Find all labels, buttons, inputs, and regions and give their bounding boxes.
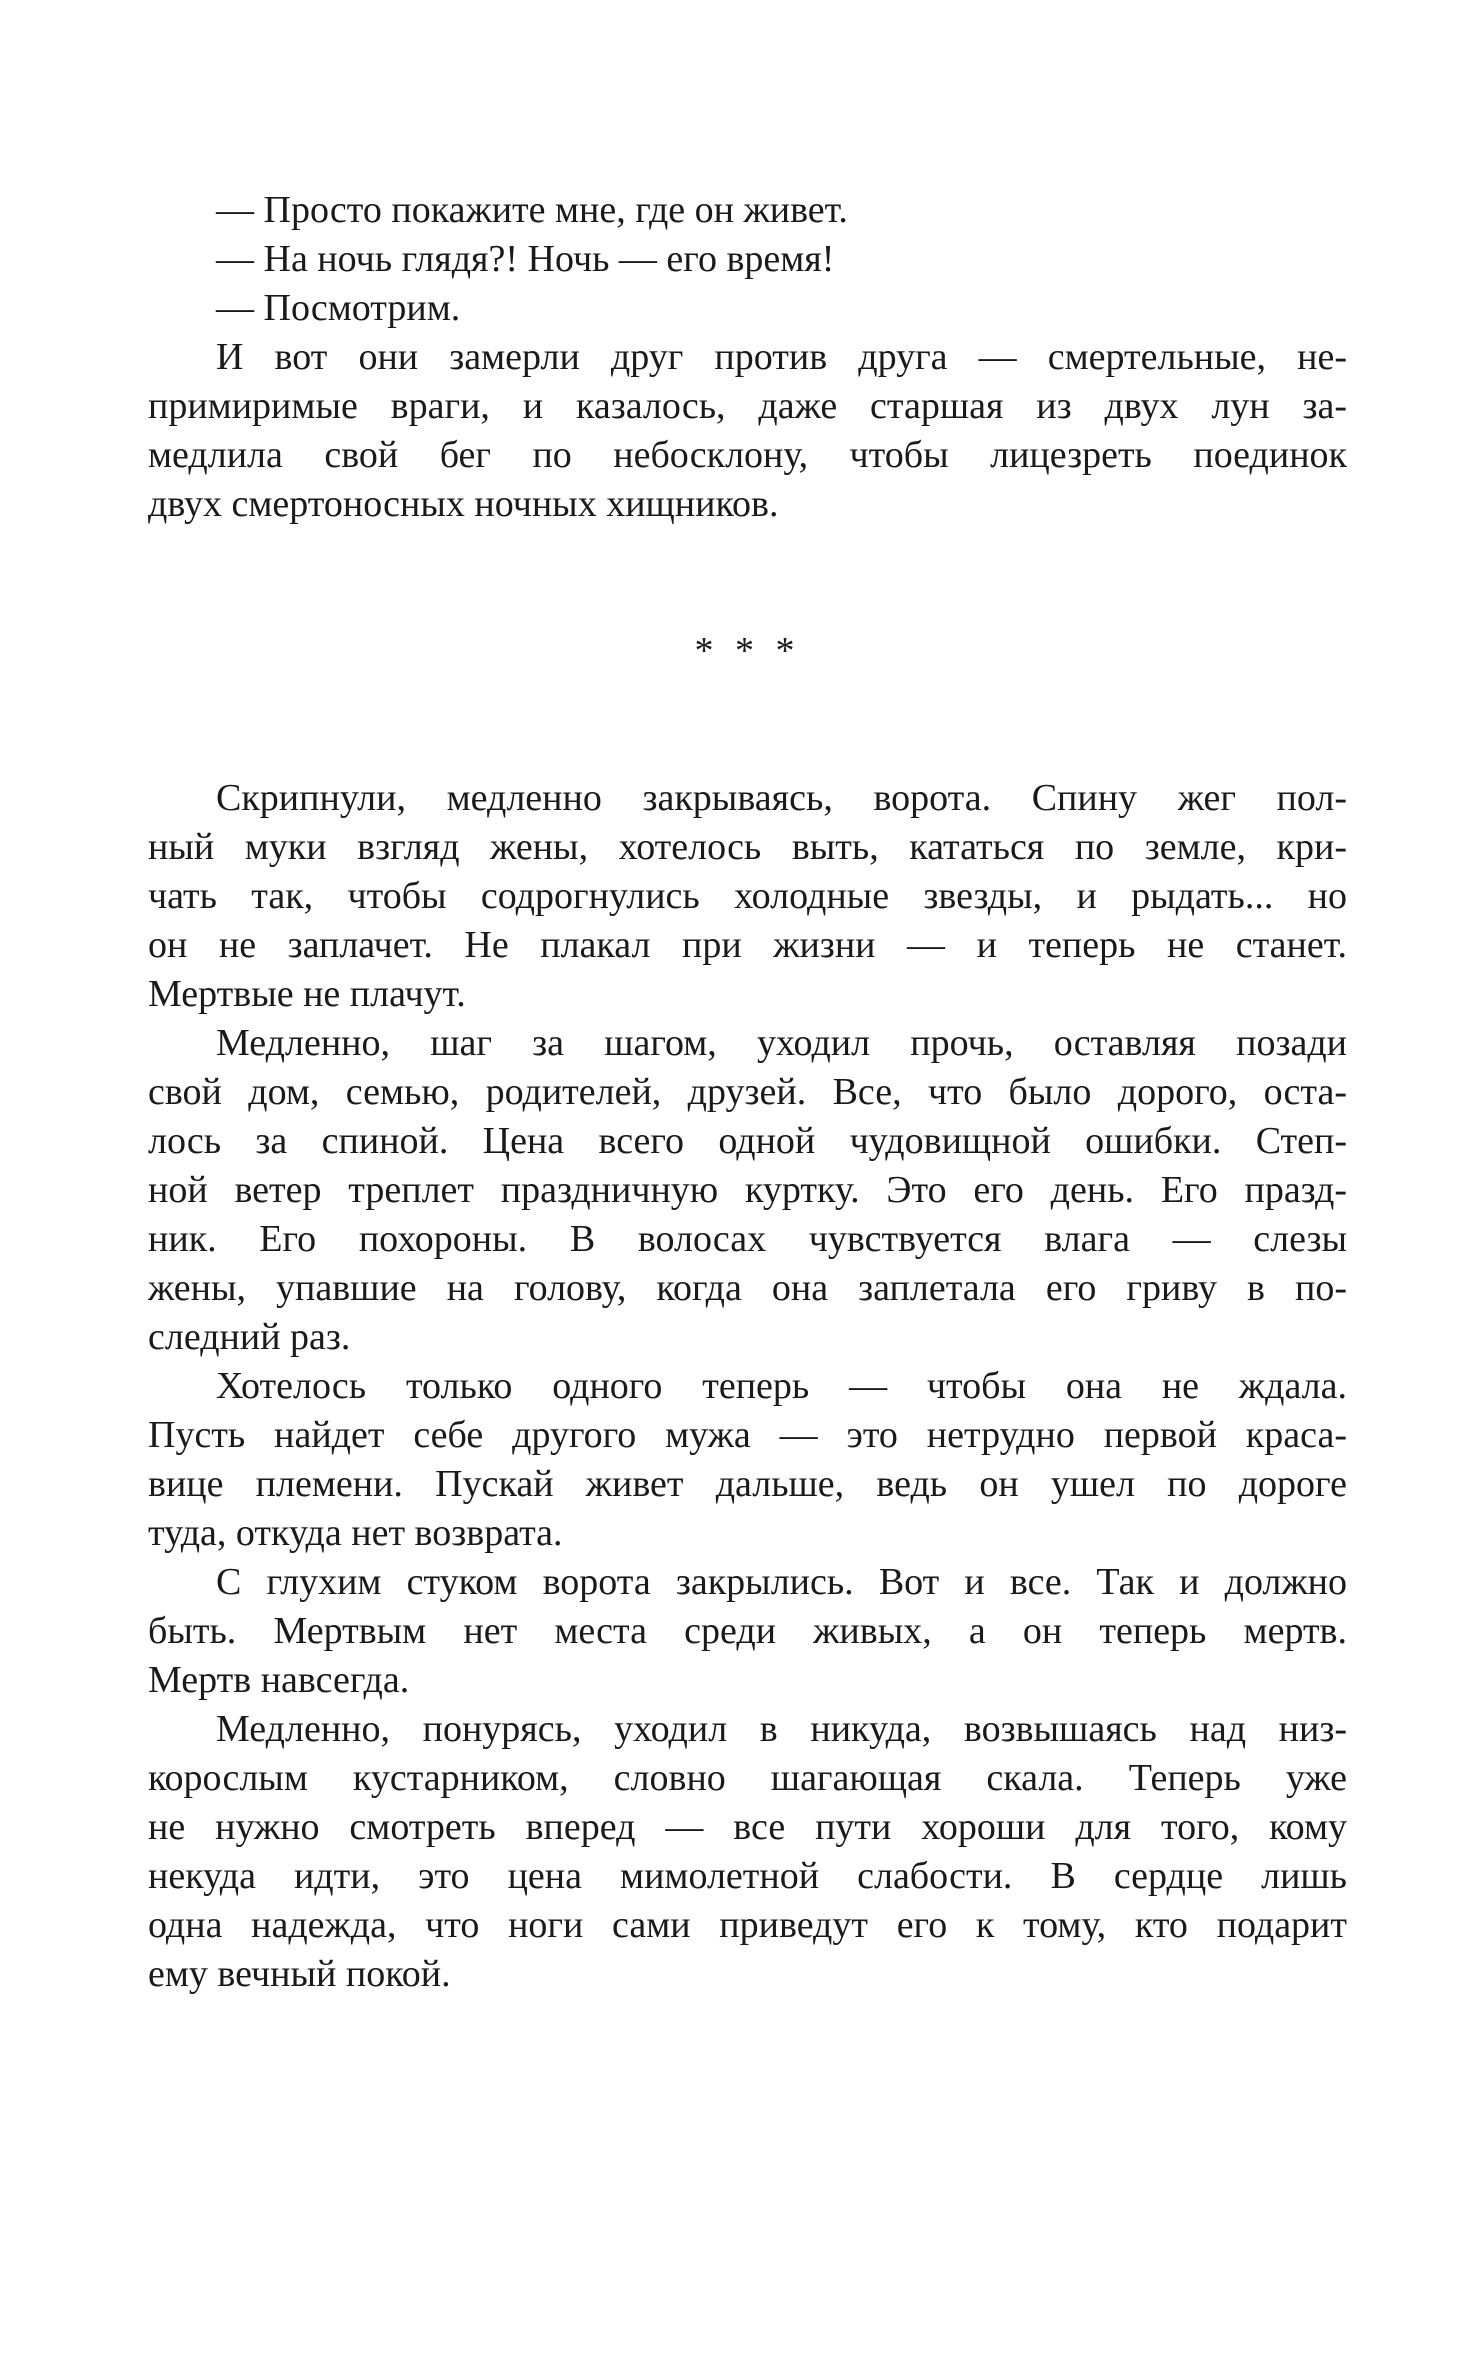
text-line: жены, упавшие на голову, когда она заплетала его гриву в по-	[148, 1267, 1347, 1309]
text-line: вице племени. Пускай живет дальше, ведь он ушел по дороге	[148, 1463, 1347, 1505]
text-line: Пусть найдет себе другого мужа — это нетрудно первой краса-	[148, 1414, 1347, 1456]
text-line: Хотелось только одного теперь — чтобы она не ждала.	[216, 1365, 1347, 1407]
section-gap	[148, 676, 1347, 774]
text-line: быть. Мертвым нет места среди живых, а он теперь мертв.	[148, 1610, 1347, 1652]
text-line: Скрипнули, медленно закрываясь, ворота. Спину жег пол-	[216, 777, 1347, 819]
dialogue-block	[148, 186, 1347, 529]
text-line: чать так, чтобы содрогнулись холодные звезды, и рыдать... но	[148, 875, 1347, 917]
text-line: Медленно, шаг за шагом, уходил прочь, оставляя позади	[216, 1022, 1347, 1064]
text-line: следний раз.	[148, 1316, 351, 1358]
narrative-block	[148, 774, 1347, 1999]
text-line: медлила свой бег по небосклону, чтобы лицезреть поединок	[148, 434, 1347, 476]
text-line: ной ветер треплет праздничную куртку. Это его день. Его празд-	[148, 1169, 1347, 1211]
text-line: — На ночь глядя?! Ночь — его время!	[216, 238, 835, 280]
text-line: свой дом, семью, родителей, друзей. Все, что было дорого, оста-	[148, 1071, 1347, 1113]
book-page	[148, 186, 1347, 1999]
section-divider: * * *	[694, 630, 801, 672]
text-line: примиримые враги, и казалось, даже старшая из двух лун за-	[148, 385, 1347, 427]
text-line: корослым кустарником, словно шагающая скала. Теперь уже	[148, 1757, 1347, 1799]
section-gap	[148, 529, 1347, 627]
text-line: одна надежда, что ноги сами приведут его к тому, кто подарит	[148, 1904, 1347, 1946]
text-line: Мертв навсегда.	[148, 1659, 410, 1701]
text-line: С глухим стуком ворота закрылись. Вот и все. Так и должно	[216, 1561, 1347, 1603]
text-line: не нужно смотреть вперед — все пути хороши для того, кому	[148, 1806, 1347, 1848]
text-line: лось за спиной. Цена всего одной чудовищной ошибки. Степ-	[148, 1120, 1347, 1162]
text-line: ник. Его похороны. В волосах чувствуется влага — слезы	[148, 1218, 1347, 1260]
text-line: туда, откуда нет возврата.	[148, 1512, 563, 1554]
text-line: — Посмотрим.	[216, 287, 461, 329]
text-line: он не заплачет. Не плакал при жизни — и теперь не станет.	[148, 924, 1347, 966]
text-line: некуда идти, это цена мимолетной слабости. В сердце лишь	[148, 1855, 1347, 1897]
text-line: И вот они замерли друг против друга — смертельные, не-	[216, 336, 1347, 378]
text-line: Мертвые не плачут.	[148, 973, 466, 1015]
text-line: ный муки взгляд жены, хотелось выть, кататься по земле, кри-	[148, 826, 1347, 868]
text-line: ему вечный покой.	[148, 1953, 451, 1995]
text-line: — Просто покажите мне, где он живет.	[216, 189, 848, 231]
text-line: Медленно, понурясь, уходил в никуда, возвышаясь над низ-	[216, 1708, 1347, 1750]
text-line: двух смертоносных ночных хищников.	[148, 483, 779, 525]
